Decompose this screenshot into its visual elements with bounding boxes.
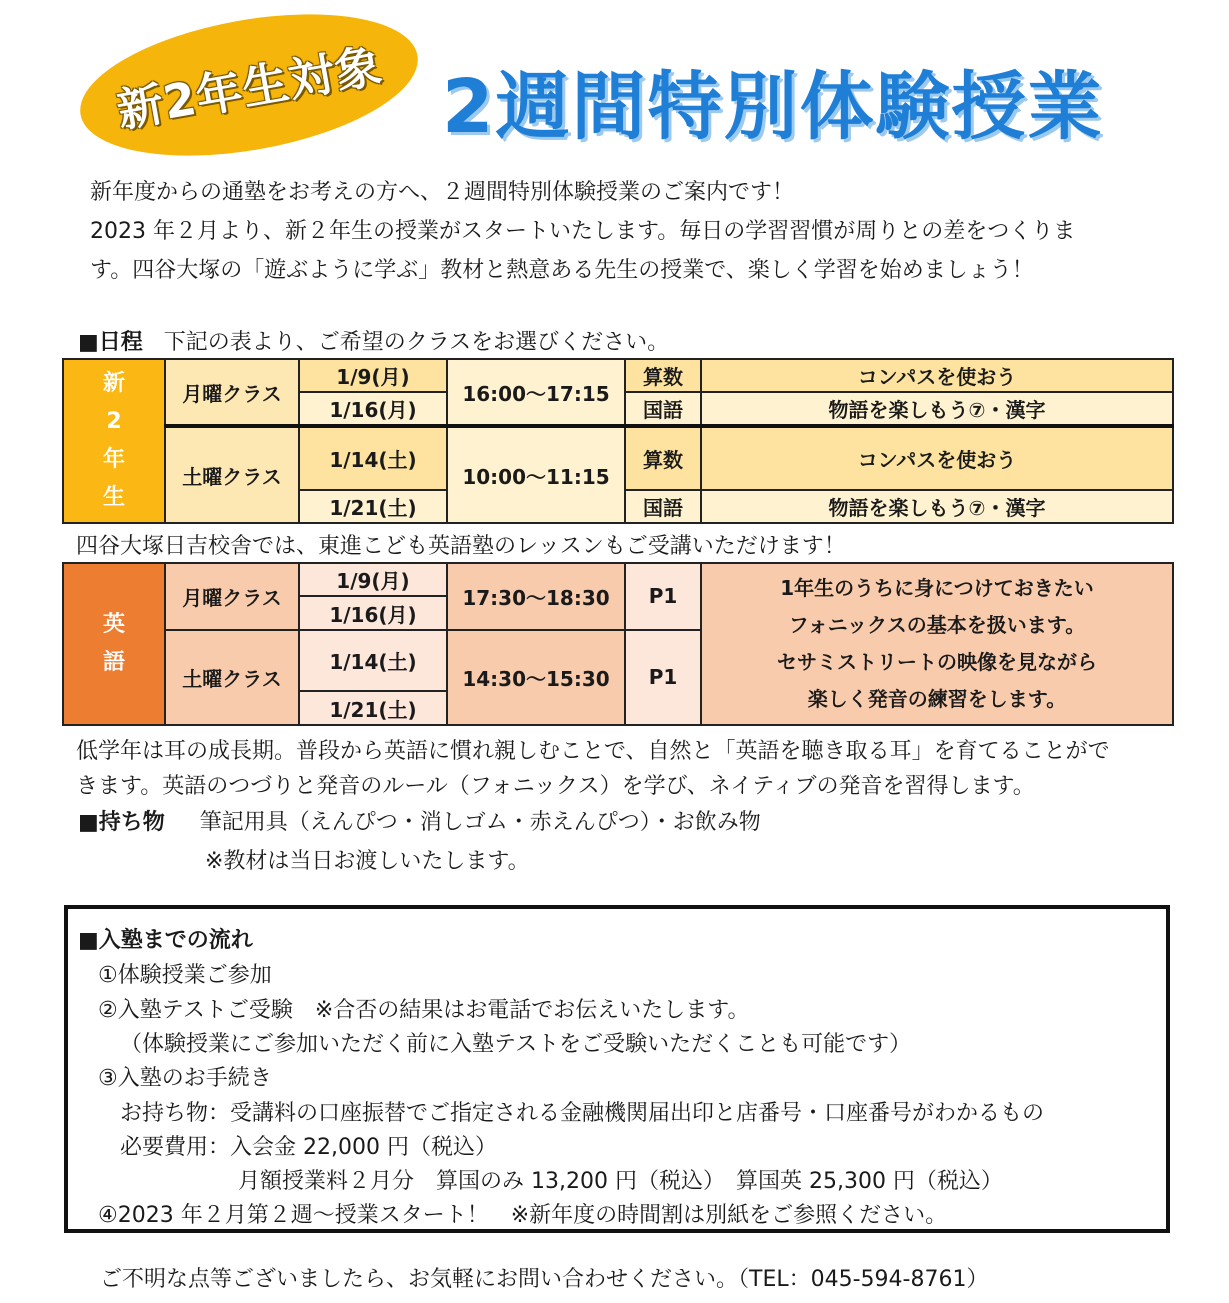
category-cell — [63, 359, 165, 523]
enrollment-flow-box — [64, 905, 1170, 1233]
flow-step: ③入塾のお手続き — [98, 1066, 272, 1091]
flow-step: ①体験授業ご参加 — [98, 963, 272, 988]
date-cell: 1/21(土) — [299, 490, 447, 523]
category-char: 2 — [106, 409, 122, 434]
class-name: 月曜クラス — [165, 359, 299, 426]
content-cell: 物語を楽しもう⑦・漢字 — [701, 490, 1173, 523]
subject-cell: 算数 — [625, 426, 701, 490]
intro-line: す。四谷大塚の「遊ぶように学ぶ」教材と熱意ある先生の授業で、楽しく学習を始めましょう！ — [90, 258, 1034, 283]
description-cell — [701, 563, 1173, 725]
flow-step: ②入塾テストご受験 ※合否の結果はお電話でお伝えいたします。 — [98, 998, 750, 1023]
time-cell: 17:30〜18:30 — [447, 563, 625, 630]
english-table — [62, 562, 1174, 726]
intro-paragraph — [90, 173, 1150, 290]
flow-title: ■入塾までの流れ — [78, 928, 253, 953]
english-info-line: きます。英語のつづりと発音のルール（フォニックス）を学び、ネイティブの発音を習得します。 — [76, 774, 1035, 799]
badge-text: 新2年生対象 — [112, 38, 387, 138]
schedule-heading-mark: ■日程 — [78, 330, 143, 355]
subject-cell: 算数 — [625, 359, 701, 392]
level-cell: P1 — [625, 563, 701, 630]
contact-footer: ご不明な点等ございましたら、お気軽にお問い合わせください。（TEL：045-594-8761） — [100, 1267, 989, 1292]
class-name: 月曜クラス — [165, 563, 299, 630]
category-char: 語 — [102, 650, 125, 675]
content-cell: 物語を楽しもう⑦・漢字 — [701, 392, 1173, 426]
date-cell: 1/9(月) — [299, 563, 447, 596]
flow-step: ④2023 年２月第２週〜授業スタート！ ※新年度の時間割は別紙をご参照ください。 — [98, 1203, 948, 1228]
date-cell: 1/16(月) — [299, 596, 447, 629]
date-cell: 1/9(月) — [299, 359, 447, 392]
category-char: 新 — [102, 371, 125, 396]
category-char: 英 — [102, 612, 125, 637]
subject-cell: 国語 — [625, 392, 701, 426]
time-cell: 10:00〜11:15 — [447, 426, 625, 523]
flow-step-note: （体験授業にご参加いただく前に入塾テストをご受験いただくことも可能です） — [120, 1032, 912, 1057]
flow-detail: 月額授業料２月分 算国のみ 13,200 円（税込） 算国英 25,300 円（税込） — [238, 1169, 1003, 1194]
intro-line: 2023 年２月より、新２年生の授業がスタートいたします。毎日の学習習慣が周りとの差をつくりま — [90, 219, 1076, 244]
english-note: 四谷大塚日吉校舎では、東進こども英語塾のレッスンもご受講いただけます！ — [76, 534, 846, 559]
category-cell — [63, 563, 165, 725]
belongings-mark: ■持ち物 — [78, 810, 165, 835]
content-cell: コンパスを使おう — [701, 359, 1173, 392]
target-badge — [69, 0, 428, 179]
time-cell: 16:00〜17:15 — [447, 359, 625, 426]
date-cell: 1/14(土) — [299, 630, 447, 692]
schedule-heading-text: 下記の表より、ご希望のクラスをお選びください。 — [163, 330, 670, 355]
belongings-heading — [78, 805, 761, 836]
class-name: 土曜クラス — [165, 630, 299, 725]
content-cell: コンパスを使おう — [701, 426, 1173, 490]
category-char: 年 — [102, 447, 125, 472]
flow-detail: 必要費用：入会金 22,000 円（税込） — [120, 1135, 497, 1160]
level-cell: P1 — [625, 630, 701, 725]
schedule-table — [62, 358, 1174, 524]
subject-cell: 国語 — [625, 490, 701, 523]
page-title: 2週間特別体験授業 — [442, 64, 1104, 150]
belongings-items: 筆記用具（えんぴつ・消しゴム・赤えんぴつ）・お飲み物 — [199, 810, 761, 835]
description-line: セサミストリートの映像を見ながら — [777, 650, 1097, 674]
date-cell: 1/21(土) — [299, 691, 447, 725]
class-name: 土曜クラス — [165, 426, 299, 523]
description-line: フォニックスの基本を扱います。 — [788, 613, 1086, 637]
schedule-heading — [78, 325, 669, 356]
flow-detail: お持ち物：受講料の口座振替でご指定される金融機関届出印と店番号・口座番号がわかるもの — [120, 1101, 1045, 1126]
intro-line: 新年度からの通塾をお考えの方へ、２週間特別体験授業のご案内です！ — [90, 180, 795, 205]
belongings-note: ※教材は当日お渡しいたします。 — [205, 849, 530, 874]
category-char: 生 — [102, 485, 125, 510]
date-cell: 1/14(土) — [299, 426, 447, 490]
description-line: 楽しく発音の練習をします。 — [807, 687, 1067, 711]
time-cell: 14:30〜15:30 — [447, 630, 625, 725]
description-line: 1年生のうちに身につけておきたい — [780, 576, 1094, 600]
date-cell: 1/16(月) — [299, 392, 447, 426]
english-info-line: 低学年は耳の成長期。普段から英語に慣れ親しむことで、自然と「英語を聴き取る耳」を育てることがで — [76, 739, 1110, 764]
